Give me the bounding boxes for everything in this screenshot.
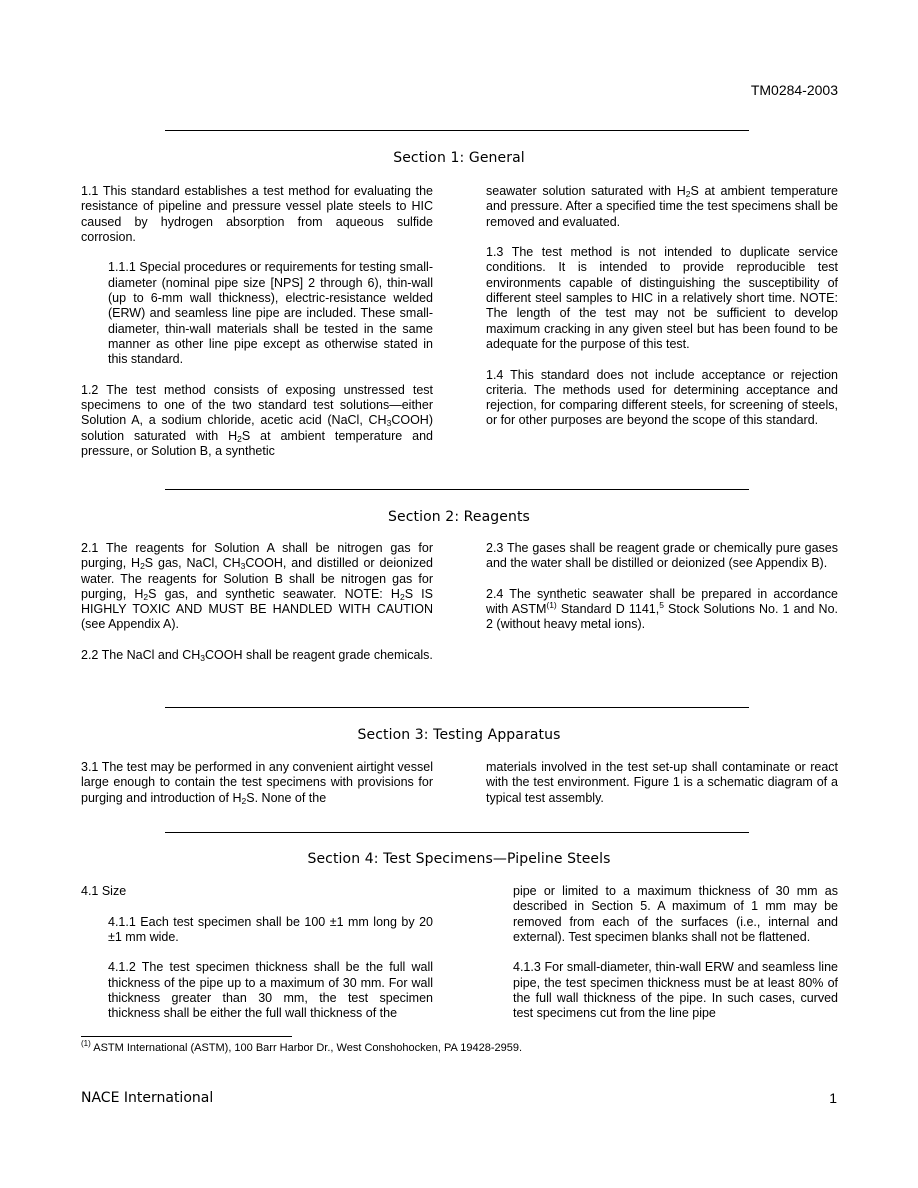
paragraph-2-4: 2.4 The synthetic seawater shall be prepared in accordance with ASTM$^{(1)}$ Standard D 1141,$^5$ Stock Solutions No. 1 and No. 2 (without heavy metal ions). [486,586,839,632]
paragraph-2-3: 2.3 The gases shall be reagent grade or chemically pure gases and the water shall be distilled or deionized (see Appendix B). [486,541,838,571]
section-divider [165,489,749,490]
paragraph-2-1: 2.1 The reagents for Solution A shall be nitrogen gas for purging, $H_2S$ gas, NaCl, $CH_3COOH$, and distilled or deionized water. The reagents for Solution B shall be nitrogen gas for purging, $H_2S$ gas, and synthetic seawater. NOTE: $H_2S$ IS HIGHLY TOXIC AND MUST BE HANDLED WITH CAUTION (see Appendix A). [81,541,433,632]
paragraph-4-1-3: 4.1.3 For small-diameter, thin-wall ERW and seamless line pipe, the test specimen thickness must be at least 80% of the full wall thickness of the pipe. In such cases, curved test specimens cut from the line pipe [513,960,838,1021]
footnote: $^{(1)}$ ASTM International (ASTM), 100 Barr Harbor Dr., West Conshohocken, PA 19428-2959. [81,1039,523,1054]
paragraph-4-1-2: 4.1.2 The test specimen thickness shall be the full wall thickness of the pipe up to a maximum of 30 mm. For wall thickness greater than 30 mm, the test specimen thickness shall be either the full wall thickness of the [108,960,433,1021]
paragraph-3-1: 3.1 The test may be performed in any convenient airtight vessel large enough to contain the test specimens with provisions for purging and introduction of $H_2S$. None of the [81,760,433,806]
section-3-right-column [486,760,838,806]
section-2-title: Section 2: Reagents [388,509,530,525]
document-id: TM0284-2003 [750,82,838,98]
section-4-left-column [81,884,433,1022]
paragraph-1-2: 1.2 The test method consists of exposing unstressed test specimens to one of the two standard test solutions—either Solution A, a sodium chloride, acetic acid (NaCl, $CH_3COOH$) solution saturated with $H_2S$ at ambient temperature and pressure, or Solution B, a synthetic [81,382,433,459]
paragraph-1-4: 1.4 This standard does not include acceptance or rejection criteria. The methods used for determining acceptance and rejection, for comparing different steels, for screening of steels, or for other purposes are beyond the scope of this standard. [486,367,838,428]
page-number: 1 [829,1090,837,1106]
footnote-reference: (1) [546,600,557,611]
section-divider [165,707,749,708]
footnote-divider [81,1036,292,1037]
paragraph-1-1-1: 1.1.1 Special procedures or requirements for testing small-diameter (nominal pipe size [NPS] 2 through 6), thin-wall (up to 6-mm wall thickness), electric-resistance welded (ERW) and seamless line pipe are included. These small-diameter, thin-wall materials shall be tested in the same manner as other line pipe except as otherwise stated in this standard. [108,260,433,367]
section-4-right-column [513,884,838,1022]
section-divider [165,130,749,131]
paragraph-1-2-continued: seawater solution saturated with $H_2S$ at ambient temperature and pressure. After a specified time the test specimens shall be removed and evaluated. [486,184,839,229]
paragraph-4-1-1: 4.1.1 Each test specimen shall be 100 ±1 mm long by 20 ±1 mm wide. [108,914,433,944]
section-1-title: Section 1: General [393,150,525,166]
paragraph-4-1-2-continued: pipe or limited to a maximum thickness of 30 mm as described in Section 5. A maximum of 1 mm may be removed from each of the surfaces (i.e., internal and external). Test specimen blanks shall not be flattened. [513,884,838,944]
section-2-left-column [81,541,433,663]
reference-number: 5 [659,600,664,611]
section-3-left-column [81,760,433,806]
section-1-left-column [81,184,433,459]
section-divider [165,832,749,833]
section-4-title: Section 4: Test Specimens—Pipeline Steels [307,851,611,867]
paragraph-3-1-continued: materials involved in the test set-up shall contaminate or react with the test environment. Figure 1 is a schematic diagram of a typical test assembly. [486,760,838,805]
section-1-right-column [486,184,838,429]
paragraph-4-1: 4.1 Size [81,884,127,898]
paragraph-1-3: 1.3 The test method is not intended to duplicate service conditions. It is intended to provide reproducible test environments capable of distinguishing the susceptibility of different steel samples to HIC in a relatively short time. NOTE: The length of the test may not be sufficient to develop maximum cracking in any given steel but has been found to be adequate for the purpose of this test. [486,245,838,351]
section-2-right-column [486,541,838,633]
section-3-title: Section 3: Testing Apparatus [357,727,561,743]
paragraph-2-2: 2.2 The NaCl and $CH_3COOH$ shall be reagent grade chemicals. [81,648,433,664]
footer-organization: NACE International [81,1090,214,1106]
paragraph-1-1: 1.1 This standard establishes a test method for evaluating the resistance of pipeline and pressure vessel plate steels to HIC caused by hydrogen absorption from aqueous sulfide corrosion. [81,184,433,244]
